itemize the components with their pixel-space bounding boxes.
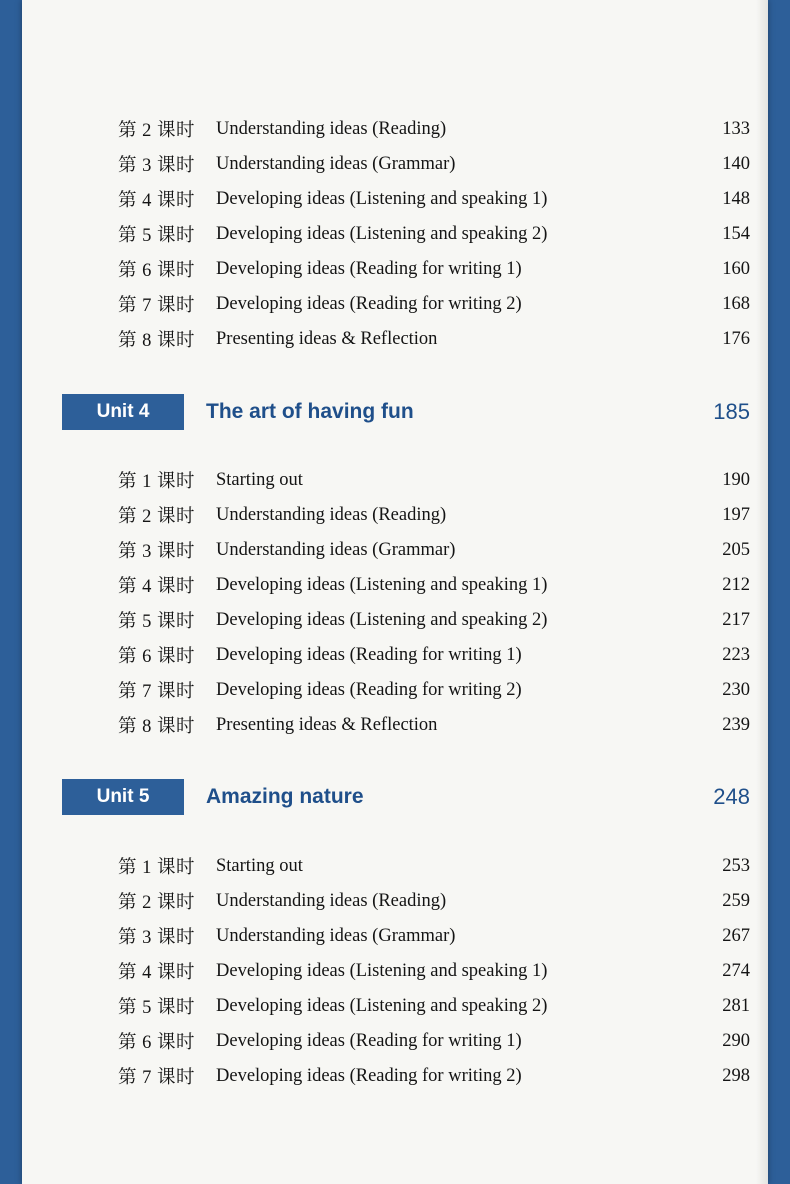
toc-row[interactable] <box>118 1026 750 1056</box>
unit-badge: Unit 5 <box>62 779 184 815</box>
lesson-title: Understanding ideas (Reading) <box>216 118 447 139</box>
page-number: 298 <box>722 1065 750 1086</box>
lesson-label: 第 4 课时 <box>118 963 196 983</box>
toc-row[interactable] <box>118 500 750 530</box>
page-number: 217 <box>722 609 750 630</box>
page-number: 176 <box>722 328 750 349</box>
page-number: 212 <box>722 574 750 595</box>
page-number: 160 <box>722 258 750 279</box>
page-number: 168 <box>722 293 750 314</box>
lesson-label: 第 7 课时 <box>118 1068 196 1088</box>
unit-4-header[interactable] <box>62 393 750 431</box>
toc-row[interactable] <box>118 710 750 740</box>
lesson-label: 第 2 课时 <box>118 893 196 913</box>
page-number: 274 <box>722 960 750 981</box>
lesson-label: 第 4 课时 <box>118 577 196 597</box>
lesson-label: 第 3 课时 <box>118 156 196 176</box>
lesson-label: 第 1 课时 <box>118 858 196 878</box>
page-number: 205 <box>722 539 750 560</box>
lesson-label: 第 5 课时 <box>118 226 196 246</box>
lesson-label: 第 8 课时 <box>118 331 196 351</box>
toc-row[interactable] <box>118 114 750 144</box>
lesson-title: Understanding ideas (Grammar) <box>216 925 456 946</box>
lesson-label: 第 3 课时 <box>118 542 196 562</box>
lesson-title: Presenting ideas & Reflection <box>216 714 438 735</box>
lesson-label: 第 8 课时 <box>118 717 196 737</box>
toc-row[interactable] <box>118 675 750 705</box>
lesson-label: 第 7 课时 <box>118 296 196 316</box>
page-number: 154 <box>722 223 750 244</box>
lesson-label: 第 1 课时 <box>118 472 196 492</box>
toc-row[interactable] <box>118 991 750 1021</box>
lesson-title: Understanding ideas (Grammar) <box>216 153 456 174</box>
toc-page <box>22 0 768 1184</box>
toc-row[interactable] <box>118 1061 750 1091</box>
toc-row[interactable] <box>118 219 750 249</box>
lesson-label: 第 6 课时 <box>118 1033 196 1053</box>
toc-row[interactable] <box>118 886 750 916</box>
lesson-label: 第 4 课时 <box>118 191 196 211</box>
lesson-label: 第 2 课时 <box>118 507 196 527</box>
page-number: 190 <box>722 469 750 490</box>
lesson-label: 第 2 课时 <box>118 121 196 141</box>
toc-row[interactable] <box>118 921 750 951</box>
toc-row[interactable] <box>118 465 750 495</box>
lesson-title: Starting out <box>216 855 303 876</box>
toc-row[interactable] <box>118 956 750 986</box>
toc-row[interactable] <box>118 184 750 214</box>
lesson-label: 第 5 课时 <box>118 612 196 632</box>
lesson-title: Developing ideas (Reading for writing 1) <box>216 1030 522 1051</box>
toc-row[interactable] <box>118 570 750 600</box>
unit-title: The art of having fun <box>206 400 414 423</box>
lesson-title: Developing ideas (Reading for writing 2) <box>216 1065 522 1086</box>
lesson-label: 第 7 课时 <box>118 682 196 702</box>
lesson-title: Developing ideas (Listening and speaking 2) <box>216 995 548 1016</box>
page-number: 290 <box>722 1030 750 1051</box>
lesson-title: Understanding ideas (Reading) <box>216 504 447 525</box>
toc-row[interactable] <box>118 149 750 179</box>
lesson-title: Developing ideas (Listening and speaking 1) <box>216 574 548 595</box>
page-number: 148 <box>722 188 750 209</box>
toc-row[interactable] <box>118 605 750 635</box>
toc-row[interactable] <box>118 640 750 670</box>
page-number: 197 <box>722 504 750 525</box>
page-number: 140 <box>722 153 750 174</box>
page-number: 281 <box>722 995 750 1016</box>
lesson-label: 第 6 课时 <box>118 647 196 667</box>
toc-row[interactable] <box>118 851 750 881</box>
page-number: 259 <box>722 890 750 911</box>
page-number: 253 <box>722 855 750 876</box>
toc-row[interactable] <box>118 289 750 319</box>
toc-row[interactable] <box>118 324 750 354</box>
toc-row[interactable] <box>118 254 750 284</box>
lesson-title: Developing ideas (Listening and speaking 1) <box>216 188 548 209</box>
lesson-title: Developing ideas (Reading for writing 1) <box>216 644 522 665</box>
unit-title: Amazing nature <box>206 785 364 808</box>
lesson-label: 第 5 课时 <box>118 998 196 1018</box>
lesson-title: Presenting ideas & Reflection <box>216 328 438 349</box>
unit-5-header[interactable] <box>62 778 750 816</box>
lesson-label: 第 6 课时 <box>118 261 196 281</box>
page-number: 133 <box>722 118 750 139</box>
lesson-title: Understanding ideas (Reading) <box>216 890 447 911</box>
lesson-title: Developing ideas (Reading for writing 2) <box>216 293 522 314</box>
unit-page-number: 185 <box>713 399 750 424</box>
page-number: 223 <box>722 644 750 665</box>
lesson-title: Developing ideas (Listening and speaking 1) <box>216 960 548 981</box>
unit-page-number: 248 <box>713 784 750 809</box>
lesson-label: 第 3 课时 <box>118 928 196 948</box>
lesson-title: Developing ideas (Reading for writing 1) <box>216 258 522 279</box>
lesson-title: Starting out <box>216 469 303 490</box>
lesson-title: Developing ideas (Reading for writing 2) <box>216 679 522 700</box>
page-number: 267 <box>722 925 750 946</box>
page-number: 230 <box>722 679 750 700</box>
toc-row[interactable] <box>118 535 750 565</box>
lesson-title: Understanding ideas (Grammar) <box>216 539 456 560</box>
page-number: 239 <box>722 714 750 735</box>
unit-badge: Unit 4 <box>62 394 184 430</box>
lesson-title: Developing ideas (Listening and speaking 2) <box>216 609 548 630</box>
lesson-title: Developing ideas (Listening and speaking 2) <box>216 223 548 244</box>
